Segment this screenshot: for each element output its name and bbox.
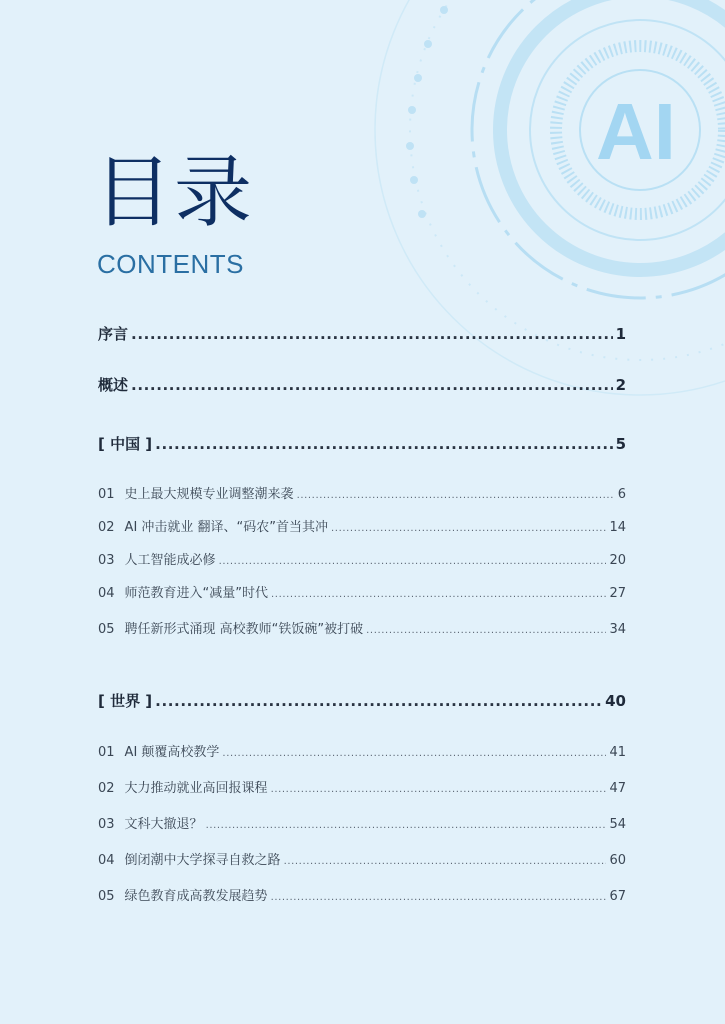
- dot-leader: [271, 784, 607, 795]
- ai-logo-text: AI: [596, 87, 676, 176]
- toc-item-page: 6: [617, 487, 626, 502]
- toc-item-number: 04: [98, 586, 115, 601]
- toc-entry-title: 序言: [98, 325, 129, 343]
- toc-item[interactable]: [98, 549, 626, 568]
- toc-item[interactable]: [98, 813, 626, 832]
- toc-entry-overview[interactable]: [98, 374, 626, 395]
- dot-leader: [271, 892, 607, 903]
- toc-item[interactable]: [98, 516, 626, 535]
- dot-leader: [284, 856, 607, 867]
- toc-item-page: 41: [609, 745, 626, 760]
- toc-item-number: 02: [98, 781, 115, 796]
- toc-item[interactable]: [98, 741, 626, 760]
- toc-item-page: 47: [609, 781, 626, 796]
- toc-item-number: 02: [98, 520, 115, 535]
- toc-section-page: 40: [605, 692, 626, 710]
- toc-item-title: 绿色教育成高教发展趋势: [124, 889, 268, 904]
- toc-item-page: 20: [609, 553, 626, 568]
- toc-item-page: 34: [609, 622, 626, 637]
- toc-item-title: 人工智能成必修: [124, 553, 216, 568]
- toc-item-number: 03: [98, 817, 115, 832]
- toc-section-title: [ 中国 ]: [98, 435, 153, 453]
- dot-leader: [222, 748, 606, 759]
- toc-section-china[interactable]: [98, 433, 626, 454]
- dot-leader: [131, 325, 613, 343]
- toc-entry-preface[interactable]: [98, 323, 626, 344]
- dot-leader: [331, 523, 606, 534]
- toc-item-title: 文科大撤退？: [124, 817, 203, 832]
- dot-leader: [155, 692, 602, 710]
- toc-item-title: 聘任新形式涌现 高校教师“铁饭碗”被打破: [124, 622, 364, 637]
- page-subtitle: CONTENTS: [97, 249, 244, 279]
- toc-entry-page: 1: [615, 325, 626, 343]
- toc-item-number: 04: [98, 853, 115, 868]
- toc-item[interactable]: [98, 618, 626, 637]
- toc-item[interactable]: [98, 582, 626, 601]
- page-title: 目录: [94, 148, 255, 238]
- toc-section-page: 5: [615, 435, 626, 453]
- toc-section-title: [ 世界 ]: [98, 692, 153, 710]
- toc-item-number: 01: [98, 745, 115, 760]
- toc-item-number: 01: [98, 487, 115, 502]
- dot-leader: [366, 625, 606, 636]
- toc-item-title: AI 冲击就业 翻译、“码农”首当其冲: [124, 520, 329, 535]
- toc-item-title: 倒闭潮中大学探寻自救之路: [124, 853, 281, 868]
- toc-item-title: 史上最大规模专业调整潮来袭: [124, 487, 294, 502]
- dot-leader: [271, 589, 606, 600]
- toc-entry-page: 2: [615, 376, 626, 394]
- toc-item[interactable]: [98, 885, 626, 904]
- dot-leader: [131, 376, 613, 394]
- toc-item[interactable]: [98, 849, 626, 868]
- toc-item-number: 05: [98, 889, 115, 904]
- dot-leader: [219, 556, 607, 567]
- toc-item-title: 师范教育进入“减量”时代: [124, 586, 269, 601]
- dot-leader: [206, 820, 607, 831]
- toc-item-title: AI 颠覆高校教学: [124, 745, 220, 760]
- toc-entry-title: 概述: [98, 376, 129, 394]
- toc-item[interactable]: [98, 777, 626, 796]
- toc-item-page: 27: [609, 586, 626, 601]
- toc-item-title: 大力推动就业高回报课程: [124, 781, 268, 796]
- toc-item-page: 54: [609, 817, 626, 832]
- toc-item-page: 60: [609, 853, 626, 868]
- toc-item-number: 03: [98, 553, 115, 568]
- toc-item-page: 14: [609, 520, 626, 535]
- toc-section-world[interactable]: [98, 690, 626, 711]
- toc-item-number: 05: [98, 622, 115, 637]
- dot-leader: [297, 490, 615, 501]
- toc-item-page: 67: [609, 889, 626, 904]
- toc-item[interactable]: [98, 483, 626, 502]
- dot-leader: [155, 435, 612, 453]
